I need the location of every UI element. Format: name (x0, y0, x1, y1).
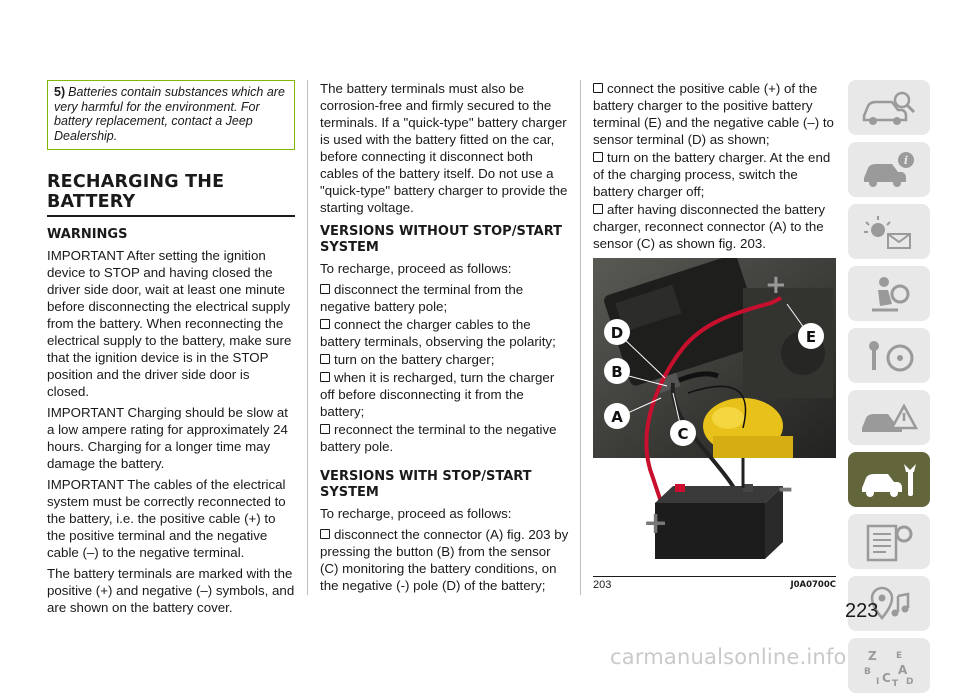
checkbox-bullet-icon (593, 204, 603, 214)
svg-text:I: I (876, 676, 880, 687)
svg-text:B: B (864, 666, 871, 677)
column-divider (307, 80, 308, 595)
step-item: connect the positive cable (+) of the battery charger to the positive battery terminal (E) and the negative cable (–) to sensor terminal (D) as shown; (593, 81, 834, 147)
chapter-tab-technical-data[interactable] (848, 514, 930, 569)
chapter-tab-safety[interactable] (848, 266, 930, 321)
watermark-url: carmanualsonline.info (610, 645, 847, 669)
with-stop-start-heading: VERSIONS WITH STOP/START SYSTEM (320, 469, 532, 500)
column-middle (320, 80, 570, 595)
step-item: disconnect the connector (A) fig. 203 by pressing the button (B) from the sensor (C) monitoring the battery conditions, on the negative (-) pole (D) of the battery; (320, 527, 569, 593)
section-title: RECHARGING THE BATTERY (47, 172, 295, 217)
car-wrench-icon (858, 458, 920, 502)
car-info-icon (858, 148, 920, 192)
car-warning-icon (858, 396, 920, 440)
terminals-paragraph: The battery terminals must also be corrosion-free and firmly secured to the terminals. If a "quick-type" battery charger is used with the battery fitted on the car, before connecting it disconnect both cables of the battery itself. Do not use a "quick-type" battery charger to provide the starting voltage. (320, 81, 568, 215)
battery-photo-illustration (593, 258, 836, 573)
checkbox-bullet-icon (320, 372, 330, 382)
svg-text:C: C (677, 425, 689, 443)
procedure-lead: To recharge, proceed as follows: (320, 506, 512, 521)
figure-caption (593, 576, 836, 592)
svg-text:i: i (903, 153, 909, 167)
svg-text:D: D (906, 676, 914, 687)
svg-text:E: E (805, 328, 817, 346)
chapter-tab-dashboard[interactable] (848, 80, 930, 135)
figure-code: J0A0700C (790, 580, 836, 590)
step-item: when it is recharged, turn the charger off before disconnecting it from the battery; (320, 370, 555, 419)
step-item: reconnect the terminal to the negative battery pole. (320, 422, 557, 454)
svg-text:T: T (892, 678, 899, 688)
svg-text:A: A (611, 408, 623, 426)
step-item: turn on the battery charger; (320, 351, 570, 368)
svg-text:D: D (610, 324, 624, 342)
svg-text:E: E (896, 650, 903, 661)
warning-paragraph: The battery terminals are marked with the positive (+) and negative (–) symbols, and are shown on the battery cover. (47, 566, 295, 615)
environment-note (47, 80, 295, 150)
checkbox-bullet-icon (320, 284, 330, 294)
note-text: Batteries contain substances which are very harmful for the environment. For battery replacement, contact a Jeep Dealership. (54, 85, 285, 143)
chapter-tab-getting-to-know[interactable] (848, 142, 930, 197)
chapter-tab-emergency[interactable] (848, 390, 930, 445)
airbag-seat-icon (858, 272, 920, 316)
step-item: connect the charger cables to the battery terminals, observing the polarity; (320, 317, 556, 349)
column-left (47, 80, 295, 620)
checkbox-bullet-icon (593, 152, 603, 162)
chapter-tab-warning-lights[interactable] (848, 204, 930, 259)
svg-text:B: B (611, 363, 623, 381)
battery-plus-label: + (643, 506, 669, 541)
battery-charging-figure (593, 258, 836, 573)
checkbox-bullet-icon (320, 529, 330, 539)
document-gear-icon (858, 520, 920, 564)
checkbox-bullet-icon (320, 354, 330, 364)
figure-number: 203 (593, 579, 612, 591)
warning-paragraph: IMPORTANT The cables of the electrical system must be correctly reconnected to the battery, i.e. the positive cable (+) to the positive terminal and the negative cable (–) to the negative terminal. (47, 477, 286, 560)
warnings-heading: WARNINGS (47, 227, 128, 242)
procedure-lead: To recharge, proceed as follows: (320, 261, 512, 276)
step-item: disconnect the terminal from the negative battery pole; (320, 282, 524, 314)
column-right (593, 80, 841, 592)
step-item: turn on the battery charger. At the end of the charging process, switch the battery charger off; (593, 150, 831, 199)
svg-text:Z: Z (868, 648, 877, 663)
chapter-tab-index[interactable] (848, 638, 930, 693)
without-stop-start-heading: VERSIONS WITHOUT STOP/START SYSTEM (320, 224, 563, 255)
car-magnifier-icon (858, 86, 920, 130)
step-item: after having disconnected the battery charger, reconnect connector (A) to the sensor (C) as shown fig. 203. (593, 202, 826, 251)
warning-paragraph: IMPORTANT Charging should be slow at a low ampere rating for approximately 24 hours. Charging for a longer time may damage the battery. (47, 405, 288, 471)
alphabet-index-icon (858, 644, 920, 688)
svg-text:A: A (898, 662, 908, 677)
checkbox-bullet-icon (320, 424, 330, 434)
battery-minus-label: – (778, 471, 793, 506)
engine-plus-mark: + (765, 270, 787, 300)
page-number: 223 (845, 600, 879, 622)
chapter-tab-starting-driving[interactable] (848, 328, 930, 383)
checkbox-bullet-icon (593, 83, 603, 93)
checkbox-bullet-icon (320, 319, 330, 329)
key-wheel-icon (858, 334, 920, 378)
warning-paragraph: IMPORTANT After setting the ignition device to STOP and having closed the driver side door, wait at least one minute before disconnecting the electrical supply from the battery. When reconnecting the electrical supply to the battery, make sure that the ignition device is in the STOP position and the driver side door is closed. (47, 248, 292, 399)
lamp-message-icon (858, 210, 920, 254)
column-divider (580, 80, 581, 595)
note-number: 5) (54, 85, 66, 99)
chapter-tab-servicing-care[interactable] (848, 452, 930, 507)
svg-text:C: C (882, 670, 891, 685)
